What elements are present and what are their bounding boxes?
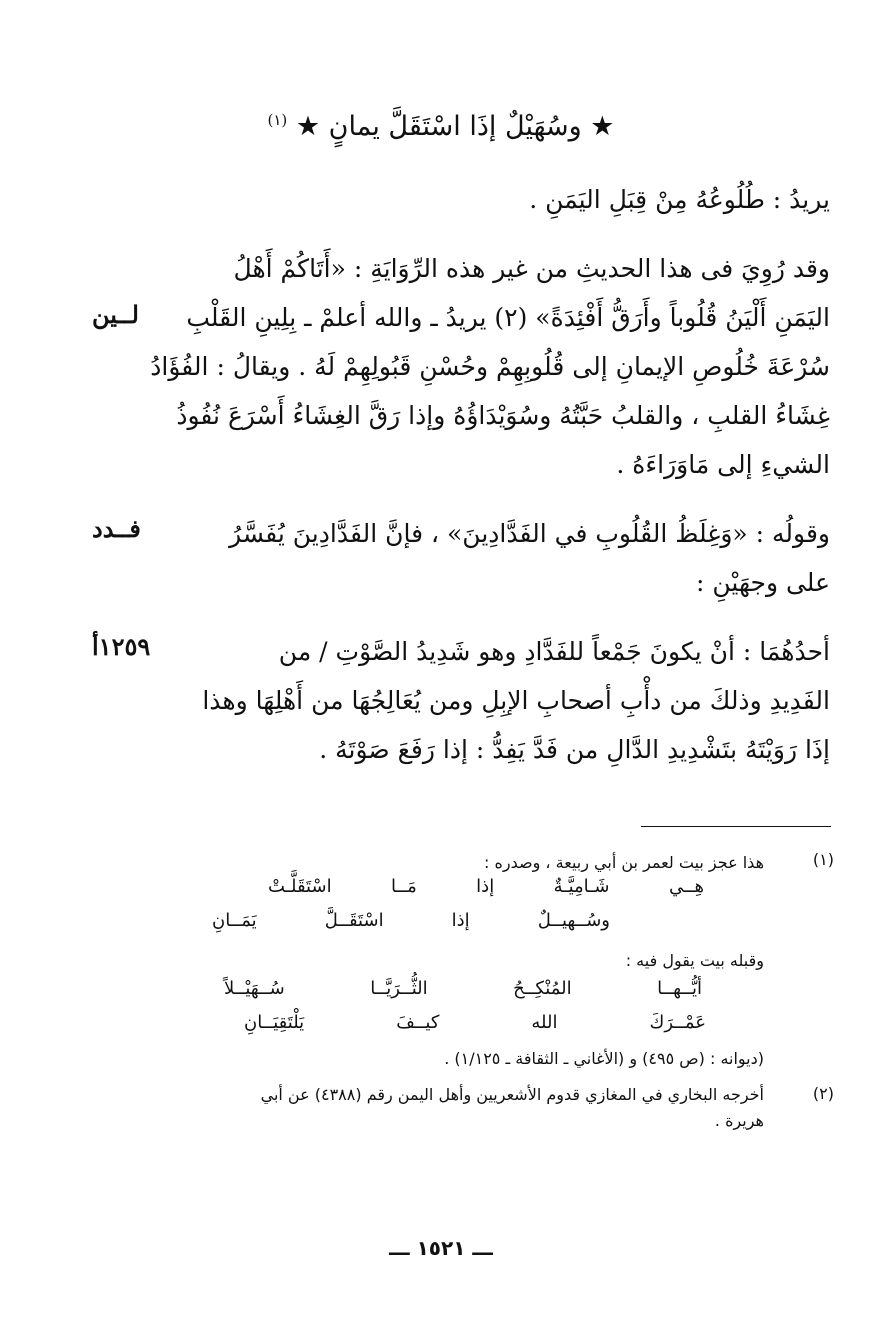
text-line: إذَا رَوَيْتَهُ بتَشْدِيدِ الدَّالِ من فَدَّ يَفِدُّ : إذا رَفَعَ صَوْتَهُ . bbox=[319, 735, 830, 764]
footnote-1-source: (ديوانه : (ص ٤٩٥) و (الأغاني ـ الثقافة ـ ١/١٢٥) . bbox=[444, 1049, 764, 1068]
poem-2-line-2 bbox=[244, 1012, 706, 1033]
page-number: ـــ ١٥٢١ ـــ bbox=[389, 1236, 493, 1260]
poem-word: هِــي bbox=[668, 876, 704, 897]
footnote-ref-1: (١) bbox=[267, 111, 288, 129]
poem-word: إذا bbox=[451, 910, 470, 931]
footnote-2-body bbox=[124, 1082, 764, 1134]
poem-1-line-1 bbox=[268, 876, 704, 897]
text-line: غِشَاءُ القلبِ ، والقلبُ حَبَّتُهُ وسُوَيْدَاؤُهُ وإذا رَقَّ الغِشَاءُ أَسْرَعَ نُفُوذُ bbox=[176, 401, 830, 430]
poem-word: إذا bbox=[476, 876, 495, 897]
paragraph-2 bbox=[124, 244, 830, 489]
poem-word: مَــا bbox=[391, 876, 417, 897]
text-line: اليَمَنِ أَلْيَنُ قُلُوباً وأَرَقُّ أَفْئِدَةً» (٢) يريدُ ـ والله أعلمْ ـ بِلِينِ القَلْبِ bbox=[186, 303, 830, 332]
poem-word: يَمَــانِ bbox=[212, 910, 257, 931]
footnote-2-line: هريرة . bbox=[714, 1111, 764, 1130]
text-line: على وجهَيْنِ : bbox=[696, 568, 830, 597]
verse-heading bbox=[0, 100, 882, 147]
paragraph-3 bbox=[124, 509, 830, 607]
margin-note-folio: ١٢٥٩أ bbox=[92, 632, 151, 661]
text-line: الفَدِيدِ وذلكَ من دأْبِ أصحابِ الإبِلِ ومن يُعَالِجُهَا من أَهْلِهَا وهذا bbox=[202, 686, 830, 715]
verse-text: ★ وسُهَيْلٌ إذَا اسْتَقَلَّ يمانٍ ★ bbox=[295, 111, 615, 142]
margin-note-fadad: فــدد bbox=[92, 514, 141, 543]
text-line: سُرْعَةَ خُلُوصِ الإيمانِ إلى قُلُوبِهِمْ وحُسْنِ قَبُولِهِمْ لَهُ . ويقالُ : الفُؤَادُ bbox=[150, 352, 830, 381]
poem-word: سُــهَيْــلاً bbox=[224, 978, 285, 999]
poem-word: اسْتَقَلَّـتْ bbox=[268, 876, 332, 897]
footnote-2-line: أخرجه البخاري في المغازي قدوم الأشعريين وأهل اليمن رقم (٤٣٨٨) عن أبي bbox=[260, 1085, 764, 1104]
footnote-1-intro-2: وقبله بيت يقول فيه : bbox=[625, 951, 764, 970]
poem-word: كيــفَ bbox=[396, 1012, 440, 1033]
poem-word: اسْتَقَــلَّ bbox=[324, 910, 384, 931]
footnote-1-number: (١) bbox=[812, 850, 834, 869]
margin-note-lin: لــين bbox=[92, 300, 139, 329]
poem-word: أيُّــهــا bbox=[657, 978, 702, 999]
text-line: الشيءِ إلى مَاوَرَاءَهُ . bbox=[616, 450, 830, 479]
poem-2-line-1 bbox=[224, 978, 702, 999]
poem-word: وسُــهيــلٌ bbox=[537, 910, 610, 931]
poem-1-line-2 bbox=[212, 910, 610, 931]
paragraph-4 bbox=[124, 627, 830, 774]
footnote-2-number: (٢) bbox=[812, 1084, 834, 1103]
poem-word: الله bbox=[531, 1012, 558, 1033]
text-line: وقولُه : «وَغِلَظُ القُلُوبِ في الفَدَّادِينَ» ، فإنَّ الفَدَّادِينَ يُفَسَّرُ bbox=[229, 519, 830, 548]
poem-word: المُنْكِــحُ bbox=[513, 978, 572, 999]
text-line: أحدُهُمَا : أنْ يكونَ جَمْعاً للفَدَّادِ وهو شَدِيدُ الصَّوْتِ / من bbox=[278, 637, 830, 666]
text-line: وقد رُوِيَ فى هذا الحديثِ من غير هذه الرِّوَايَةِ : «أَتَاكُمْ أَهْلُ bbox=[233, 254, 830, 283]
poem-word: شَـامِيَّـةٌ bbox=[553, 876, 610, 897]
poem-word: الثُّــرَيَّــا bbox=[370, 978, 428, 999]
footnote-1-intro: هذا عجز بيت لعمر بن أبي ربيعة ، وصدره : bbox=[484, 853, 764, 872]
paragraph-1 bbox=[124, 175, 830, 224]
text-line: يريدُ : طُلُوعُهُ مِنْ قِبَلِ اليَمَنِ . bbox=[529, 185, 830, 214]
footnote-separator bbox=[641, 826, 831, 827]
poem-word: يَلْتَقِيَــانِ bbox=[244, 1012, 305, 1033]
poem-word: عَمْــرَكَ bbox=[649, 1012, 706, 1033]
